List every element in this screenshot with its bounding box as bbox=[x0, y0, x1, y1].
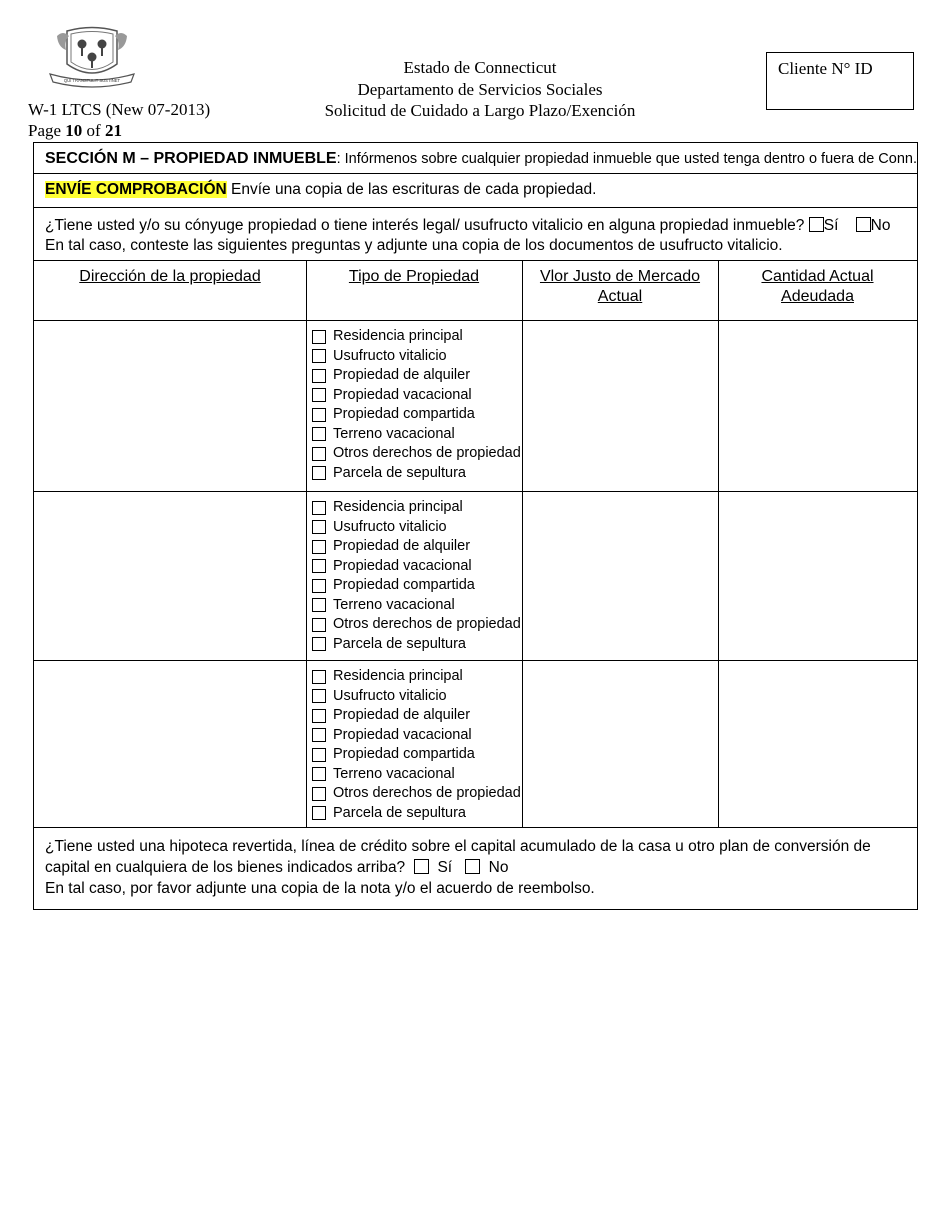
page-number: Page 10 of 21 bbox=[28, 121, 122, 140]
checkbox[interactable] bbox=[312, 540, 326, 554]
section-description: : Infórmenos sobre cualquier propiedad inmueble que usted tenga dentro o fuera de Conn. bbox=[336, 151, 917, 167]
header-property-address: Dirección de la propiedad bbox=[79, 268, 261, 285]
checkbox[interactable] bbox=[312, 787, 326, 801]
seal-motto: QUI TRANSTULIT SUSTINET bbox=[63, 78, 121, 83]
header-market-value: Vlor Justo de Mercado Actual bbox=[539, 268, 701, 305]
header-amount-owed: Cantidad Actual Adeudada bbox=[761, 268, 874, 305]
property-address-input[interactable] bbox=[34, 321, 306, 492]
proof-row bbox=[34, 174, 917, 208]
header-property-type: Tipo de Propiedad bbox=[348, 268, 480, 285]
property-type-option[interactable]: Propiedad vacacional bbox=[312, 557, 521, 577]
property-type-checklist bbox=[312, 667, 521, 823]
question2-no-label: No bbox=[488, 859, 509, 876]
property-type-option[interactable]: Residencia principal bbox=[312, 327, 521, 347]
question2-yes-checkbox[interactable] bbox=[414, 859, 429, 874]
property-type-option[interactable]: Propiedad de alquiler bbox=[312, 366, 521, 386]
property-type-option[interactable]: Usufructo vitalicio bbox=[312, 687, 521, 707]
property-type-option[interactable]: Propiedad compartida bbox=[312, 576, 521, 596]
property-type-option[interactable]: Otros derechos de propiedad bbox=[312, 784, 521, 804]
question1-text: ¿Tiene usted y/o su cónyuge propiedad o tiene interés legal/ usufructo vitalicio en alguna propiedad inmueble? bbox=[45, 217, 805, 234]
amount-owed-input[interactable] bbox=[718, 661, 917, 828]
checkbox[interactable] bbox=[312, 806, 326, 820]
question1-yes-checkbox[interactable] bbox=[809, 217, 824, 232]
checkbox[interactable] bbox=[312, 748, 326, 762]
proof-text: Envíe una copia de las escrituras de cada propiedad. bbox=[226, 181, 597, 198]
checkbox[interactable] bbox=[312, 501, 326, 515]
form-code: W-1 LTCS (New 07-2013) bbox=[28, 100, 211, 119]
property-type-option[interactable]: Propiedad vacacional bbox=[312, 386, 521, 406]
checkbox[interactable] bbox=[312, 728, 326, 742]
checkbox[interactable] bbox=[312, 689, 326, 703]
question1-no-checkbox[interactable] bbox=[856, 217, 871, 232]
checkbox[interactable] bbox=[312, 579, 326, 593]
property-type-option[interactable]: Propiedad de alquiler bbox=[312, 537, 521, 557]
property-type-option[interactable]: Residencia principal bbox=[312, 498, 521, 518]
state-name: Estado de Connecticut bbox=[403, 58, 557, 77]
client-id-label: Cliente N° ID bbox=[778, 59, 873, 78]
checkbox[interactable] bbox=[312, 330, 326, 344]
market-value-input[interactable] bbox=[522, 661, 718, 828]
property-type-option[interactable]: Terreno vacacional bbox=[312, 765, 521, 785]
checkbox[interactable] bbox=[312, 427, 326, 441]
question1-instruction: En tal caso, conteste las siguientes preguntas y adjunte una copia de los documentos de usufructo vitalicio. bbox=[45, 237, 783, 254]
question2-line3: En tal caso, por favor adjunte una copia de la nota y/o el acuerdo de reembolso. bbox=[45, 880, 595, 897]
question1-yes-label: Sí bbox=[823, 217, 839, 234]
section-m-form bbox=[33, 142, 918, 910]
question1-no-label: No bbox=[870, 217, 891, 234]
proof-highlight: ENVÍE COMPROBACIÓN bbox=[45, 181, 227, 198]
market-value-input[interactable] bbox=[522, 492, 718, 661]
question2-yes-label: Sí bbox=[437, 859, 453, 876]
checkbox[interactable] bbox=[312, 349, 326, 363]
checkbox[interactable] bbox=[312, 369, 326, 383]
checkbox[interactable] bbox=[312, 520, 326, 534]
section-title-row bbox=[34, 143, 917, 174]
checkbox[interactable] bbox=[312, 447, 326, 461]
agency-header bbox=[300, 57, 660, 122]
amount-owed-input[interactable] bbox=[718, 492, 917, 661]
property-type-checklist bbox=[312, 327, 521, 483]
property-address-input[interactable] bbox=[34, 492, 306, 661]
amount-owed-input[interactable] bbox=[718, 321, 917, 492]
department-name: Departamento de Servicios Sociales bbox=[357, 79, 603, 99]
client-id-field[interactable] bbox=[766, 52, 914, 110]
property-type-option[interactable]: Otros derechos de propiedad bbox=[312, 444, 521, 464]
checkbox[interactable] bbox=[312, 408, 326, 422]
property-type-option[interactable]: Residencia principal bbox=[312, 667, 521, 687]
property-type-option[interactable]: Otros derechos de propiedad bbox=[312, 615, 521, 635]
property-type-option[interactable]: Propiedad vacacional bbox=[312, 726, 521, 746]
checkbox[interactable] bbox=[312, 767, 326, 781]
property-type-option[interactable]: Usufructo vitalicio bbox=[312, 518, 521, 538]
checkbox[interactable] bbox=[312, 466, 326, 480]
question2-line2: capital en cualquiera de los bienes indicados arriba? bbox=[45, 859, 406, 876]
property-type-option[interactable]: Propiedad compartida bbox=[312, 745, 521, 765]
property-type-checklist bbox=[312, 498, 521, 654]
question2-block bbox=[45, 836, 871, 899]
question1-row bbox=[34, 208, 917, 261]
property-address-input[interactable] bbox=[34, 661, 306, 828]
checkbox[interactable] bbox=[312, 637, 326, 651]
checkbox[interactable] bbox=[312, 559, 326, 573]
question2-no-checkbox[interactable] bbox=[465, 859, 480, 874]
checkbox[interactable] bbox=[312, 709, 326, 723]
checkbox[interactable] bbox=[312, 670, 326, 684]
property-type-option[interactable]: Terreno vacacional bbox=[312, 425, 521, 445]
section-title: SECCIÓN M – PROPIEDAD INMUEBLE bbox=[45, 150, 337, 167]
column-divider bbox=[306, 261, 307, 828]
property-type-option[interactable]: Usufructo vitalicio bbox=[312, 347, 521, 367]
property-type-option[interactable]: Terreno vacacional bbox=[312, 596, 521, 616]
connecticut-seal bbox=[45, 26, 139, 90]
property-type-option[interactable]: Propiedad de alquiler bbox=[312, 706, 521, 726]
property-type-option[interactable]: Propiedad compartida bbox=[312, 405, 521, 425]
property-type-option[interactable]: Parcela de sepultura bbox=[312, 804, 521, 824]
checkbox[interactable] bbox=[312, 618, 326, 632]
checkbox[interactable] bbox=[312, 598, 326, 612]
property-type-option[interactable]: Parcela de sepultura bbox=[312, 635, 521, 655]
market-value-input[interactable] bbox=[522, 321, 718, 492]
question2-line1: ¿Tiene usted una hipoteca revertida, línea de crédito sobre el capital acumulado de la casa u otro plan de conversión de bbox=[45, 838, 871, 855]
property-type-option[interactable]: Parcela de sepultura bbox=[312, 464, 521, 484]
checkbox[interactable] bbox=[312, 388, 326, 402]
application-title: Solicitud de Cuidado a Largo Plazo/Exención bbox=[324, 101, 636, 120]
